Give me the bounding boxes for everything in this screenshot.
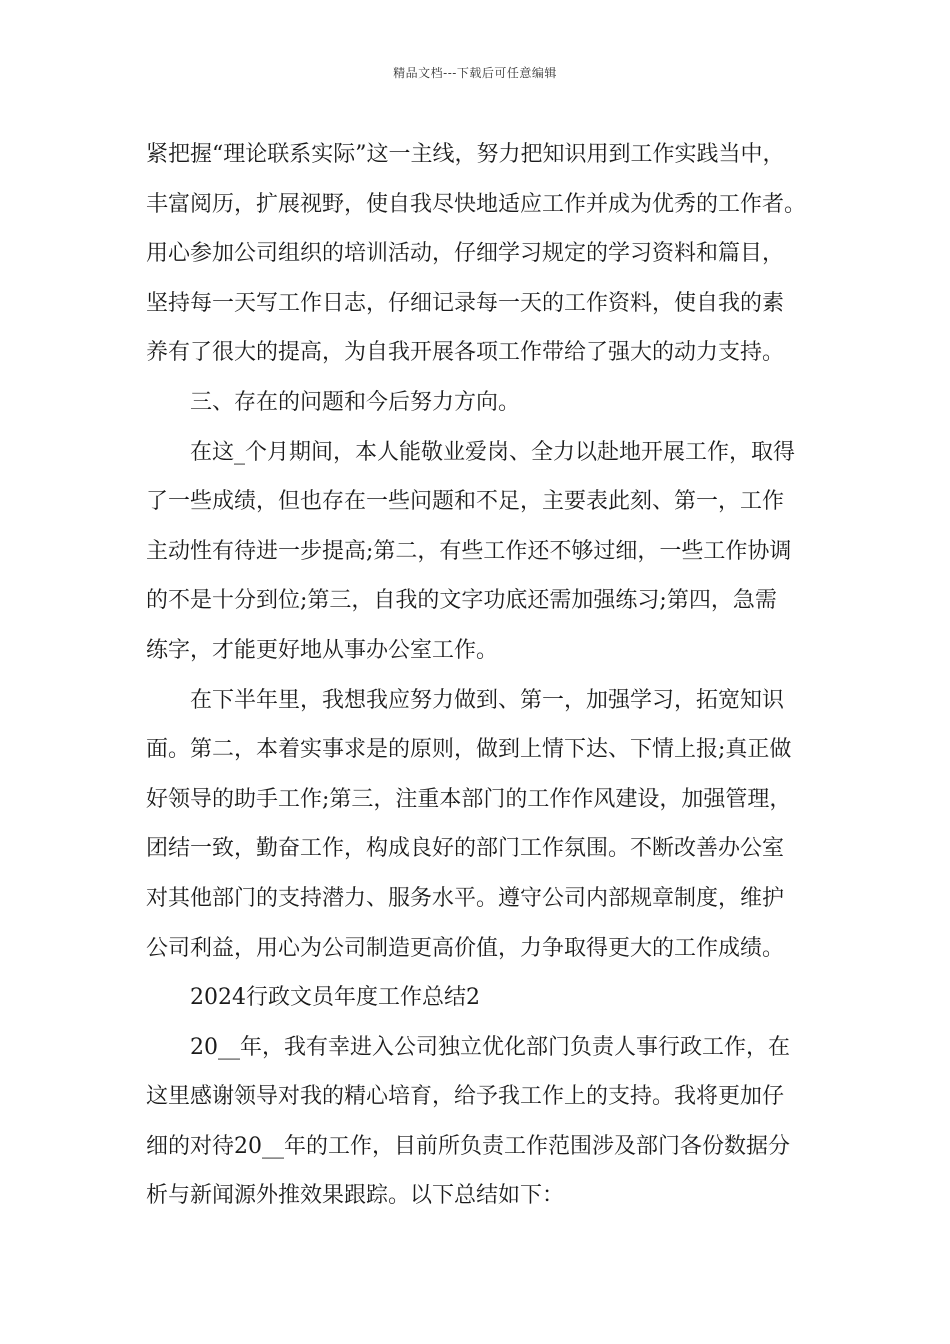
text-line: 这里感谢领导对我的精心培育，给予我工作上的支持。我将更加仔 (146, 1084, 785, 1110)
document-subtitle: 2024行政文员年度工作总结2 (190, 985, 480, 1011)
text-line: 在下半年里，我想我应努力做到、第一，加强学习，拓宽知识 (190, 687, 785, 713)
text-line: 面。第二，本着实事求是的原则，做到上情下达、下情上报;真正做 (146, 737, 792, 763)
document-body (146, 130, 816, 1221)
text-line: 细的对待20__年的工作，目前所负责工作范围涉及部门各份数据分 (146, 1133, 790, 1159)
text-line: 了一些成绩，但也存在一些问题和不足，主要表此刻、第一，工作 (146, 489, 785, 515)
text-line: 公司利益，用心为公司制造更高价值，力争取得更大的工作成绩。 (146, 935, 785, 961)
page-header: 精品文档---下载后可任意编辑 (393, 66, 557, 80)
text-line: 20__年，我有幸进入公司独立优化部门负责人事行政工作，在 (190, 1034, 790, 1060)
text-line: 对其他部门的支持潜力、服务水平。遵守公司内部规章制度，维护 (146, 885, 785, 911)
text-line: 团结一致，勤奋工作，构成良好的部门工作氛围。不断改善办公室 (146, 836, 785, 862)
text-line: 丰富阅历，扩展视野，使自我尽快地适应工作并成为优秀的工作者。 (146, 191, 807, 217)
text-line: 主动性有待进一步提高;第二，有些工作还不够过细，一些工作协调 (146, 538, 792, 564)
text-line: 在这_个月期间，本人能敬业爱岗、全力以赴地开展工作，取得 (190, 439, 796, 465)
text-line: 析与新闻源外推效果跟踪。以下总结如下： (146, 1183, 565, 1209)
text-line: 练字，才能更好地从事办公室工作。 (146, 637, 499, 663)
text-line: 坚持每一天写工作日志，仔细记录每一天的工作资料，使自我的素 (146, 290, 785, 316)
text-line: 好领导的助手工作;第三，注重本部门的工作作风建设，加强管理， (146, 786, 792, 812)
section-heading: 三、存在的问题和今后努力方向。 (190, 389, 521, 415)
text-line: 用心参加公司组织的培训活动，仔细学习规定的学习资料和篇目， (146, 241, 785, 267)
text-line: 的不是十分到位;第三，自我的文字功底还需加强练习;第四，急需 (146, 588, 777, 614)
text-line: 养有了很大的提高，为自我开展各项工作带给了强大的动力支持。 (146, 340, 785, 366)
text-line: 紧把握“理论联系实际”这一主线，努力把知识用到工作实践当中， (146, 142, 785, 167)
